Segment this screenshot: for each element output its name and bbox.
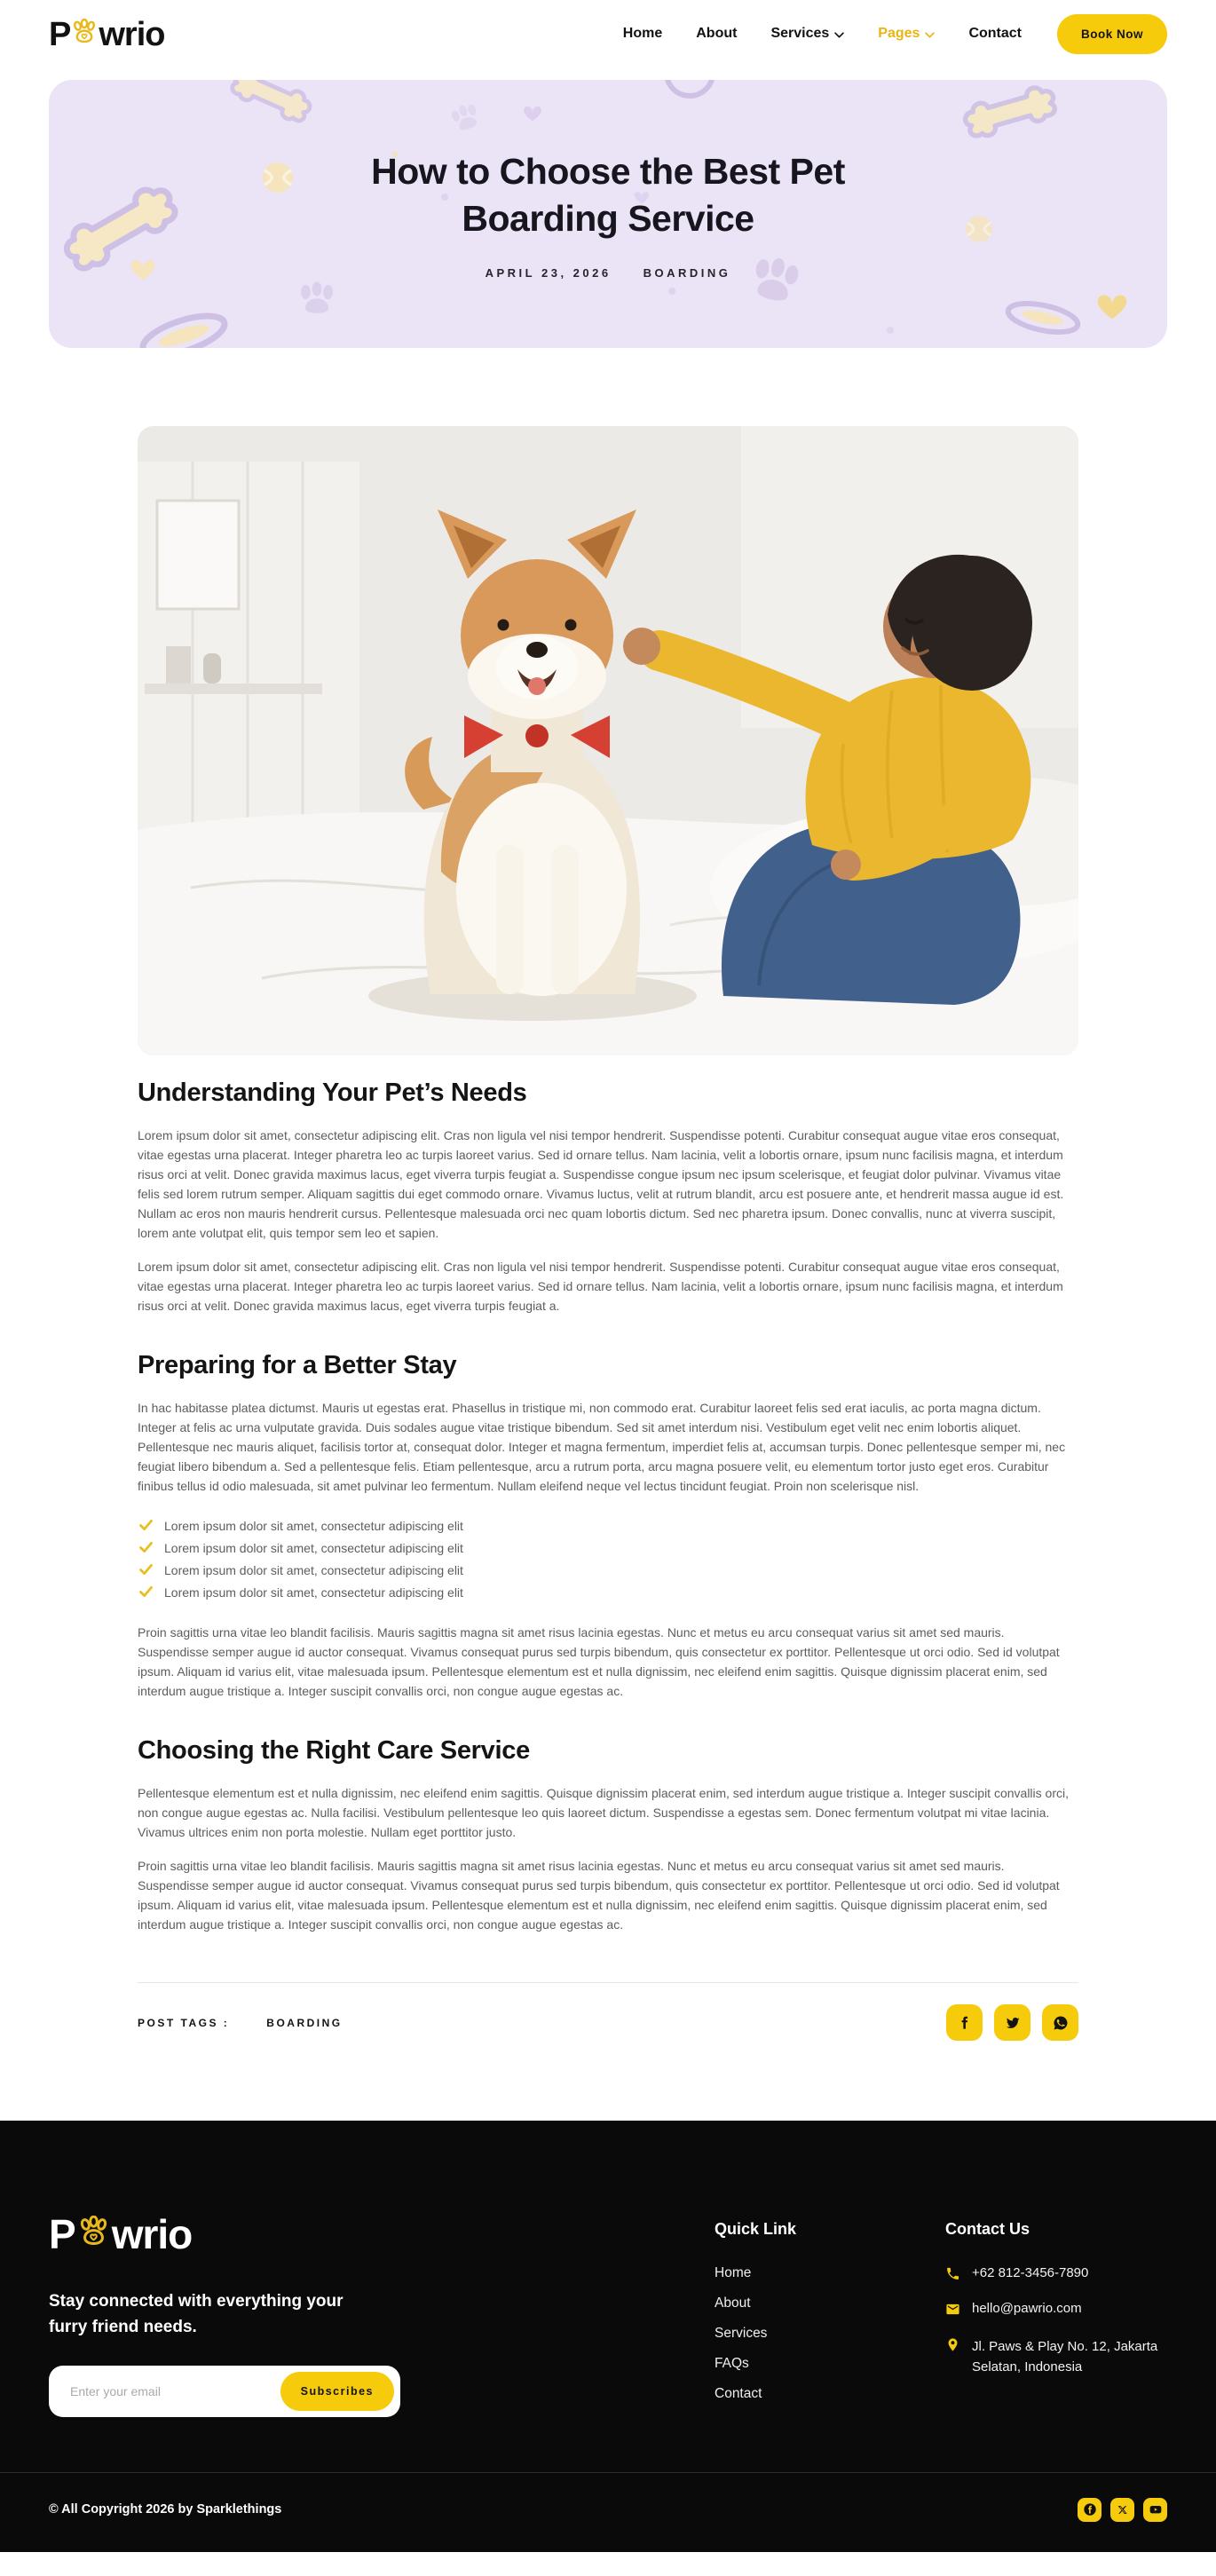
footer-link-contact[interactable]: Contact <box>715 2386 762 2401</box>
footer-links-list <box>715 2265 945 2402</box>
footer-contact <box>945 2211 1167 2417</box>
youtube-icon <box>1149 2502 1163 2517</box>
paragraph: Proin sagittis urna vitae leo blandit facilisis. Mauris sagittis magna sit amet risus lacinia egestas. Nunc et metus eu arcu consequat varius sit amet sed mauris. Suspendisse semper augue id auctor consequat. Vivamus consequat purus sed turpis bibendum, quis consectetur ex porttitor. Pellentesque ut orci odio. Sed id volutpat ipsum. Aliquam id varius elit, vitae malesuada ipsum. Pellentesque elementum est et nulla dignissim, nec eleifend enim sagittis. Quisque dignissim placerat enim, sed interdum augue tristique a. Integer suscipit convallis orci, non congue augue egestas ac. <box>138 1859 1060 1932</box>
x-icon <box>1117 2504 1128 2516</box>
facebook-circle-icon <box>1083 2502 1097 2517</box>
check-icon <box>139 1519 153 1533</box>
footer-social-links <box>1078 2498 1167 2522</box>
contact-phone-value: +62 812-3456-7890 <box>972 2265 1089 2280</box>
brand-logo-suffix: wrio <box>99 16 165 53</box>
facebook-icon <box>957 2015 972 2030</box>
footer-link-home[interactable]: Home <box>715 2265 752 2280</box>
nav-item-pages[interactable] <box>878 25 935 43</box>
section-heading: Choosing the Right Care Service <box>138 1736 530 1765</box>
post-tags-label: POST TAGS : <box>138 2016 230 2029</box>
checklist-item <box>139 1541 1078 1555</box>
footer-column-title: Quick Link <box>715 2220 797 2238</box>
paragraph: Proin sagittis urna vitae leo blandit facilisis. Mauris sagittis magna sit amet risus lacinia egestas. Nunc et metus eu arcu consequat varius sit amet sed mauris. Suspendisse semper augue id auctor consequat. Vivamus consequat purus sed turpis bibendum, quis consectetur ex porttitor. Pellentesque ut orci odio. Sed id volutpat ipsum. Aliquam id varius elit, vitae malesuada ipsum. Pellentesque elementum est et nulla dignissim, nec eleifend enim sagittis. Quisque dignissim placerat enim, sed interdum augue tristique a. Integer suscipit convallis orci, non congue augue egestas ac. <box>138 1625 1060 1698</box>
article-image <box>138 426 1078 1055</box>
nav-item-label: Pages <box>878 26 920 41</box>
footer-link-faqs[interactable]: FAQs <box>715 2356 749 2371</box>
checklist-item-label: Lorem ipsum dolor sit amet, consectetur adipiscing elit <box>164 1519 463 1533</box>
newsletter-form <box>49 2366 400 2417</box>
check-icon <box>139 1541 153 1555</box>
brand-logo-suffix: wrio <box>111 2211 193 2257</box>
post-category[interactable]: BOARDING <box>643 265 731 280</box>
section-heading: Understanding Your Pet’s Needs <box>138 1079 527 1107</box>
article-body <box>138 426 1078 2041</box>
checklist-item <box>139 1585 1078 1600</box>
check-icon <box>139 1585 153 1600</box>
site-footer <box>0 2121 1216 2552</box>
paw-icon <box>71 16 98 50</box>
footer-brand <box>49 2211 466 2417</box>
contact-phone[interactable] <box>945 2265 1167 2285</box>
facebook-link[interactable] <box>1078 2498 1102 2522</box>
post-tags-row <box>138 1982 1078 2041</box>
post-tag-boarding[interactable]: BOARDING <box>266 2016 343 2029</box>
section-heading: Preparing for a Better Stay <box>138 1351 457 1379</box>
post-meta <box>486 266 731 280</box>
nav-item-label: Home <box>622 26 663 41</box>
brand-logo-prefix: P <box>49 16 71 53</box>
nav-item-home[interactable] <box>623 26 662 42</box>
footer-quick-links <box>715 2211 945 2417</box>
paragraph: Pellentesque elementum est et nulla dignissim, nec eleifend enim sagittis. Quisque dignissim placerat enim, sed interdum augue tristique a. Integer suscipit convallis orci, non congue augue egestas ac. Nulla facilisi. Vestibulum pellentesque leo quis laoreet dictum. Suspendisse a egestas sem. Donec fermentum volutpat mi vitae lacinia. Vivamus ultrices enim non porta molestie. Nullam eget porttitor justo. <box>138 1786 1069 1839</box>
footer-tagline: Stay connected with everything your furry friend needs. <box>49 2292 343 2337</box>
email-input[interactable] <box>70 2384 280 2398</box>
twitter-icon <box>1005 2015 1021 2031</box>
nav-item-label: Contact <box>968 26 1022 41</box>
paragraph: In hac habitasse platea dictumst. Mauris ut egestas erat. Phasellus in tristique mi, non commodo erat. Curabitur laoreet felis sed erat iaculis, ac porta magna dictum. Integer at felis ac urna vulputate gravida. Duis sodales augue vitae tristique bibendum. Sed sit amet interdum nisi. Vestibulum eget velit nec enim lobortis aliquet. Pellentesque nec mauris aliquet, facilisis tortor at, consequat dolor. Integer et magna fermentum, imperdiet felis at, accumsan turpis. Donec pellentesque semper mi, nec feugiat libero bibendum a. Sed a pellentesque felis. Etiam pellentesque, arcu a rutrum porta, arcu magna posuere velit, eu elementum tortor justo eget eros. Curabitur finibus tellus id odio malesuada, sit amet pulvinar leo fermentum. Nullam eleifend neque vel lectus tincidunt feugiat. Proin non scelerisque nisl. <box>138 1401 1066 1493</box>
location-pin-icon <box>945 2337 960 2356</box>
hero-banner <box>49 80 1167 348</box>
nav-item-about[interactable] <box>696 26 737 42</box>
twitter-share-button[interactable] <box>994 2004 1030 2041</box>
checklist-item <box>139 1519 1078 1533</box>
footer-column-title: Contact Us <box>945 2220 1030 2238</box>
checklist-item <box>139 1563 1078 1577</box>
page-title: How to Choose the Best Pet Boarding Service <box>371 151 845 239</box>
footer-link-services[interactable]: Services <box>715 2326 768 2341</box>
footer-top <box>0 2121 1216 2472</box>
footer-brand-logo[interactable] <box>49 2211 466 2255</box>
book-now-button[interactable]: Book Now <box>1057 14 1167 54</box>
subscribe-button[interactable]: Subscribes <box>280 2372 394 2411</box>
contact-address-value: Jl. Paws & Play No. 12, Jakarta Selatan, Indonesia <box>972 2339 1158 2375</box>
nav-item-label: Services <box>770 26 830 41</box>
paragraph: Lorem ipsum dolor sit amet, consectetur adipiscing elit. Cras non ligula vel nisi tempor hendrerit. Suspendisse potenti. Curabitur consequat augue vitae eros consequat, vitae egestas urna placerat. Integer pharetra leo ac turpis laoreet varius. Sed id ornare tellus. Nam lacinia, velit a lobortis ornare, ipsum nunc facilisis magna, et interdum risus orci at velit. Donec gravida maximus lacus, eget viverra turpis feugiat a. <box>138 1260 1063 1313</box>
contact-email[interactable] <box>945 2301 1167 2320</box>
copyright-text: © All Copyright 2026 by Sparklethings <box>49 2502 282 2517</box>
checklist-item-label: Lorem ipsum dolor sit amet, consectetur adipiscing elit <box>164 1585 463 1600</box>
post-date: APRIL 23, 2026 <box>485 265 612 280</box>
brand-logo-prefix: P <box>49 2211 75 2257</box>
footer-link-about[interactable]: About <box>715 2295 751 2311</box>
pet-photo-illustration <box>138 426 1078 1055</box>
mail-icon <box>945 2302 960 2320</box>
site-header <box>0 0 1216 67</box>
chevron-down-icon <box>834 27 844 43</box>
chevron-down-icon <box>925 27 935 43</box>
check-icon <box>139 1563 153 1577</box>
x-twitter-link[interactable] <box>1110 2498 1134 2522</box>
footer-bottom-bar <box>0 2472 1216 2552</box>
nav-item-contact[interactable] <box>968 26 1022 42</box>
whatsapp-share-button[interactable] <box>1042 2004 1078 2041</box>
nav-item-services[interactable] <box>770 25 844 43</box>
contact-email-value: hello@pawrio.com <box>972 2301 1082 2316</box>
facebook-share-button[interactable] <box>946 2004 983 2041</box>
phone-icon <box>945 2266 960 2285</box>
nav-item-label: About <box>696 26 738 41</box>
contact-address <box>945 2336 1167 2378</box>
youtube-link[interactable] <box>1143 2498 1167 2522</box>
main-nav <box>623 25 1022 43</box>
checklist-item-label: Lorem ipsum dolor sit amet, consectetur adipiscing elit <box>164 1541 463 1555</box>
paragraph: Lorem ipsum dolor sit amet, consectetur adipiscing elit. Cras non ligula vel nisi tempor hendrerit. Suspendisse potenti. Curabitur consequat augue vitae eros consequat, vitae egestas urna placerat. Integer pharetra leo ac turpis laoreet varius. Sed id ornare tellus. Nam lacinia, velit a lobortis ornare, ipsum nunc facilisis magna, et interdum risus orci at velit. Donec gravida maximus lacus, eget viverra turpis feugiat a. Suspendisse congue ipsum nec ipsum scelerisque, et feugiat dolor pulvinar. Vivamus vitae felis sed lorem rutrum semper. Aliquam sagittis dui eget commodo ornare. Vivamus luctus, velit at rutrum blandit, arcu est posuere ante, et hendrerit massa augue id est. Nullam ac eros non mauris hendrerit cursus. Pellentesque malesuada orci nec quam lobortis dictum. Sed nec pharetra ipsum. Donec convallis, nunc at viverra suscipit, lorem ante volutpat elit, quis tempor sem leo et sapien. <box>138 1128 1064 1240</box>
paw-icon <box>77 2211 110 2252</box>
share-buttons <box>946 2004 1078 2041</box>
checklist-item-label: Lorem ipsum dolor sit amet, consectetur adipiscing elit <box>164 1563 463 1577</box>
checklist <box>139 1519 1078 1600</box>
brand-logo[interactable] <box>49 16 164 51</box>
whatsapp-icon <box>1053 2015 1069 2031</box>
